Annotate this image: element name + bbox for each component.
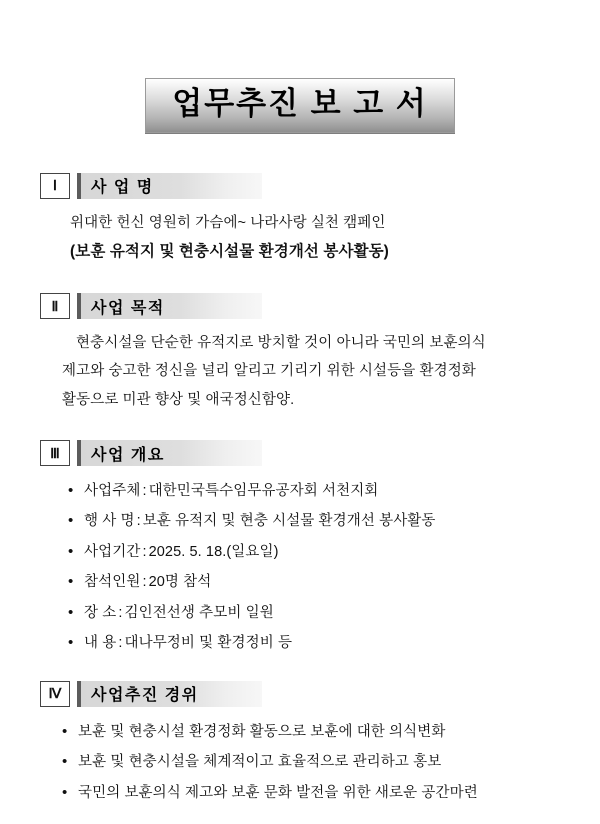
document-title-container [40, 78, 560, 133]
overview-value-4: 김인전선생 추모비 일원 [124, 604, 274, 621]
section-number: Ⅰ [40, 173, 70, 199]
overview-value-2: 2025. 5. 18.(일요일) [148, 543, 279, 560]
purpose-line-3: 활동으로 미관 향상 및 애국정신함양. [62, 391, 295, 408]
list-item [68, 506, 560, 536]
section-title: 사업추진 경위 [91, 687, 199, 705]
overview-label-4: 장 소 [84, 604, 117, 621]
section-title-bar [77, 681, 262, 707]
section-business-name [40, 173, 560, 267]
list-item [68, 476, 560, 506]
list-item [68, 628, 560, 658]
overview-label-1: 행 사 명 [84, 513, 135, 530]
section-number: Ⅲ [40, 440, 70, 466]
section-business-overview [40, 440, 560, 659]
section-heading [40, 293, 560, 319]
overview-separator: : [118, 635, 123, 652]
overview-label-3: 참석인원 [84, 574, 141, 591]
section-title-bar [77, 293, 262, 319]
business-name-line-1: 위대한 헌신 영원히 가슴에~ 나라사랑 실천 캠페인 [70, 214, 386, 231]
list-item: • 보훈 및 현충시설을 체계적이고 효율적으로 관리하고 홍보 [62, 747, 560, 777]
overview-separator: : [142, 574, 147, 591]
section-title: 사 업 명 [91, 179, 154, 197]
list-item [68, 598, 560, 628]
list-item [68, 537, 560, 567]
section-title-bar [77, 173, 262, 199]
overview-value-0: 대한민국특수임무유공자회 서천지회 [148, 483, 379, 499]
section-title-bar [77, 440, 262, 466]
list-item: • 국민의 보훈의식 제고와 보훈 문화 발전을 위한 새로운 공간마련 [62, 778, 560, 808]
section-heading [40, 440, 560, 466]
page-title: 업무추진 보 고 서 [145, 78, 454, 133]
overview-label-2: 사업기간 [84, 543, 141, 560]
section-body [40, 329, 560, 414]
business-name-line-2: (보훈 유적지 및 현충시설물 환경개선 봉사활동) [70, 242, 389, 260]
purpose-line-1: 현충시설을 단순한 유적지로 방치할 것이 아니라 국민의 보훈의식 [76, 335, 486, 352]
overview-list [40, 476, 560, 659]
overview-label-0: 사업주체 [84, 483, 141, 499]
section-number: Ⅳ [40, 681, 70, 707]
background-list [40, 717, 560, 808]
overview-value-1: 보훈 유적지 및 현충 시설물 환경개선 봉사활동 [142, 513, 436, 530]
section-title: 사업 목적 [91, 299, 165, 317]
overview-value-5: 대나무정비 및 환경정비 등 [124, 635, 293, 652]
section-business-background [40, 681, 560, 808]
overview-value-3: 20명 참석 [148, 574, 212, 591]
overview-separator: : [136, 513, 141, 530]
section-number: Ⅱ [40, 293, 70, 319]
list-item [68, 567, 560, 597]
section-title: 사업 개요 [91, 446, 165, 464]
overview-separator: : [118, 604, 123, 621]
overview-separator: : [142, 483, 147, 499]
purpose-line-2: 제고와 숭고한 정신을 널리 알리고 기리기 위한 시설등을 환경정화 [62, 363, 476, 380]
section-body [40, 209, 560, 267]
overview-label-5: 내 용 [84, 635, 117, 652]
section-heading [40, 681, 560, 707]
section-business-purpose [40, 293, 560, 414]
section-heading [40, 173, 560, 199]
list-item: • 보훈 및 현충시설 환경정화 활동으로 보훈에 대한 의식변화 [62, 717, 560, 747]
overview-separator: : [142, 543, 147, 560]
